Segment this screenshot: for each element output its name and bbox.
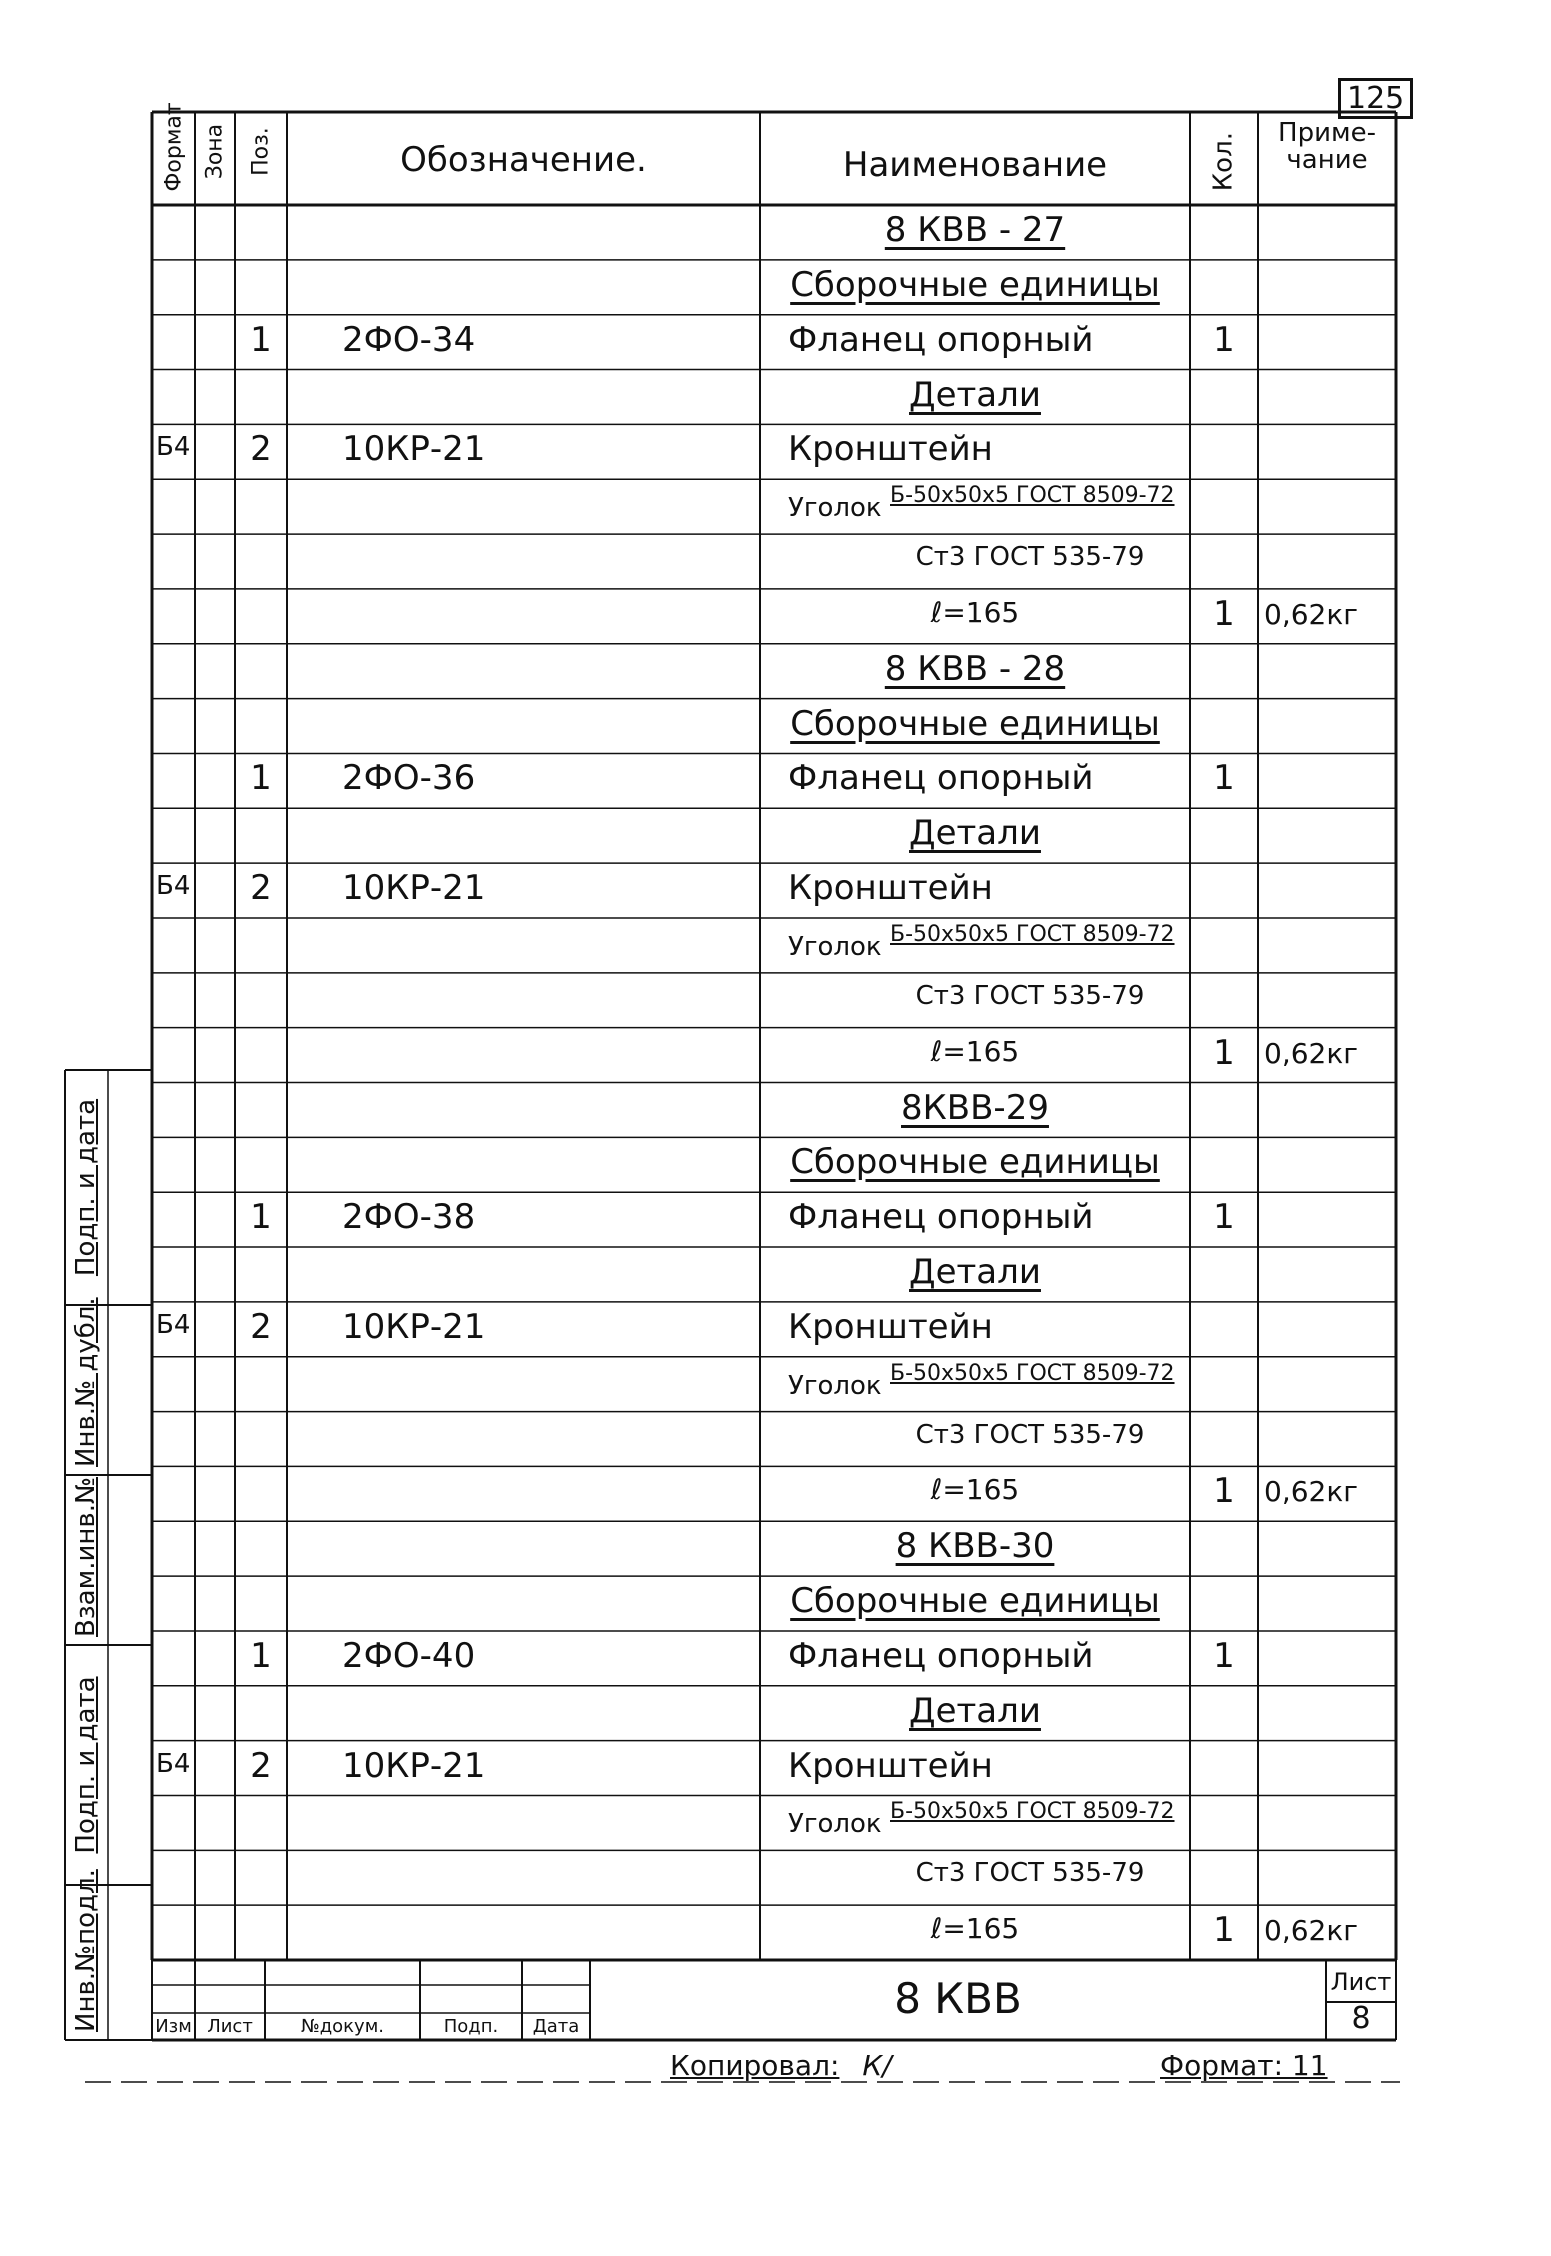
title-block-list-label: Лист xyxy=(1330,1968,1392,1996)
row-pos: 2 xyxy=(250,1745,272,1786)
row-format: Б4 xyxy=(156,432,191,463)
row-material: Уголок xyxy=(788,931,882,962)
row-qty: 1 xyxy=(1213,319,1235,360)
row-designation: 10КР-21 xyxy=(342,868,486,909)
row-qty: 1 xyxy=(1213,1635,1235,1676)
row-name: Фланец опорный xyxy=(788,1635,1094,1676)
row-material-spec: Б-50х50х5 ГОСТ 8509-72 xyxy=(890,921,1175,947)
row-title: 8КВВ-29 xyxy=(901,1087,1049,1128)
row-material: Уголок xyxy=(788,1809,882,1840)
side-inv-orig: Инв.№подл. xyxy=(71,1869,101,2032)
header-name: Наименование xyxy=(842,145,1108,185)
row-designation: 2ФО-38 xyxy=(342,1197,476,1238)
row-length: ℓ=165 xyxy=(930,595,1020,629)
row-section: Детали xyxy=(909,1252,1041,1293)
row-format: Б4 xyxy=(156,1748,191,1779)
row-qty: 1 xyxy=(1213,1471,1235,1512)
row-designation: 10КР-21 xyxy=(342,1745,486,1786)
header-zone: Зона xyxy=(202,123,228,180)
row-section: Сборочные единицы xyxy=(790,1142,1160,1183)
row-title: 8 КВВ - 28 xyxy=(884,648,1066,689)
row-qty: 1 xyxy=(1213,1032,1235,1073)
row-pos: 2 xyxy=(250,868,272,909)
footer-format: Формат: 11 xyxy=(1160,2049,1328,2082)
row-length: ℓ=165 xyxy=(930,1034,1020,1068)
row-section: Детали xyxy=(909,374,1041,415)
title-block-col-label: Подп. xyxy=(443,2016,499,2037)
title-block-col-label: Дата xyxy=(532,2016,580,2037)
row-qty: 1 xyxy=(1213,1910,1235,1951)
row-designation: 2ФО-36 xyxy=(342,758,476,799)
row-material: Уголок xyxy=(788,1370,882,1401)
row-pos: 1 xyxy=(250,1635,272,1676)
row-title: 8 КВВ - 27 xyxy=(884,210,1066,250)
row-section: Детали xyxy=(909,1690,1041,1731)
header-qty: Кол. xyxy=(1208,132,1239,192)
row-note: 0,62кг xyxy=(1264,1475,1358,1509)
header-pos: Поз. xyxy=(248,127,274,176)
row-name: Кронштейн xyxy=(788,1745,993,1786)
row-qty: 1 xyxy=(1213,1197,1235,1238)
side-vzam-inv: Взам.инв.№ xyxy=(71,1477,101,1637)
row-pos: 1 xyxy=(250,758,272,799)
side-sign-date-1: Подп. и дата xyxy=(71,1098,101,1277)
row-material: Уголок xyxy=(788,493,882,524)
row-section: Сборочные единицы xyxy=(790,1581,1160,1622)
row-length: ℓ=165 xyxy=(930,1912,1020,1946)
row-qty: 1 xyxy=(1213,758,1235,799)
row-note: 0,62кг xyxy=(1264,1036,1358,1070)
side-inv-dubl: Инв.№ дубл. xyxy=(71,1297,101,1467)
row-material-spec: Б-50х50х5 ГОСТ 8509-72 xyxy=(890,1360,1175,1386)
row-pos: 1 xyxy=(250,1197,272,1238)
sheet-number: 125 xyxy=(1338,78,1413,119)
title-block-col-label: Лист xyxy=(207,2016,253,2037)
row-note: 0,62кг xyxy=(1264,597,1358,631)
row-designation: 10КР-21 xyxy=(342,1306,486,1347)
row-material-spec: Б-50х50х5 ГОСТ 8509-72 xyxy=(890,483,1175,509)
row-name: Кронштейн xyxy=(788,1306,993,1347)
row-material-spec: Б-50х50х5 ГОСТ 8509-72 xyxy=(890,1799,1175,1825)
row-designation: 2ФО-40 xyxy=(342,1635,476,1676)
footer-copied xyxy=(670,2049,892,2082)
row-material-grade: Ст3 ГОСТ 535-79 xyxy=(915,980,1145,1011)
row-name: Фланец опорный xyxy=(788,319,1094,360)
row-material-grade: Ст3 ГОСТ 535-79 xyxy=(915,542,1145,573)
row-material-grade: Ст3 ГОСТ 535-79 xyxy=(915,1419,1145,1450)
row-pos: 1 xyxy=(250,319,272,360)
row-name: Кронштейн xyxy=(788,429,993,470)
title-block-col-label: Изм xyxy=(155,2016,192,2037)
row-section: Сборочные единицы xyxy=(790,264,1160,305)
row-material-grade: Ст3 ГОСТ 535-79 xyxy=(915,1858,1145,1889)
row-pos: 2 xyxy=(250,1306,272,1347)
row-qty: 1 xyxy=(1213,593,1235,634)
row-section: Детали xyxy=(909,813,1041,854)
title-block-col-label: №докум. xyxy=(300,2016,384,2037)
copied-label: Копировал: xyxy=(670,2049,840,2082)
row-format: Б4 xyxy=(156,1309,191,1340)
row-name: Фланец опорный xyxy=(788,758,1094,799)
row-pos: 2 xyxy=(250,429,272,470)
row-title: 8 КВВ-30 xyxy=(895,1526,1055,1567)
title-block-code: 8 КВВ xyxy=(894,1974,1022,2023)
header-format: Формат xyxy=(160,102,186,192)
row-designation: 10КР-21 xyxy=(342,429,486,470)
title-block-list-number: 8 xyxy=(1351,2001,1371,2036)
header-designation: Обозначение. xyxy=(400,140,647,180)
copied-sign: К/ xyxy=(862,2049,892,2082)
side-sign-date-2: Подп. и дата xyxy=(71,1676,101,1854)
row-note: 0,62кг xyxy=(1264,1914,1358,1948)
row-name: Кронштейн xyxy=(788,868,993,909)
row-section: Сборочные единицы xyxy=(790,703,1160,744)
row-length: ℓ=165 xyxy=(930,1473,1020,1507)
row-format: Б4 xyxy=(156,871,191,902)
row-designation: 2ФО-34 xyxy=(342,319,476,360)
header-note: Приме- чание xyxy=(1278,118,1376,176)
row-name: Фланец опорный xyxy=(788,1197,1094,1238)
